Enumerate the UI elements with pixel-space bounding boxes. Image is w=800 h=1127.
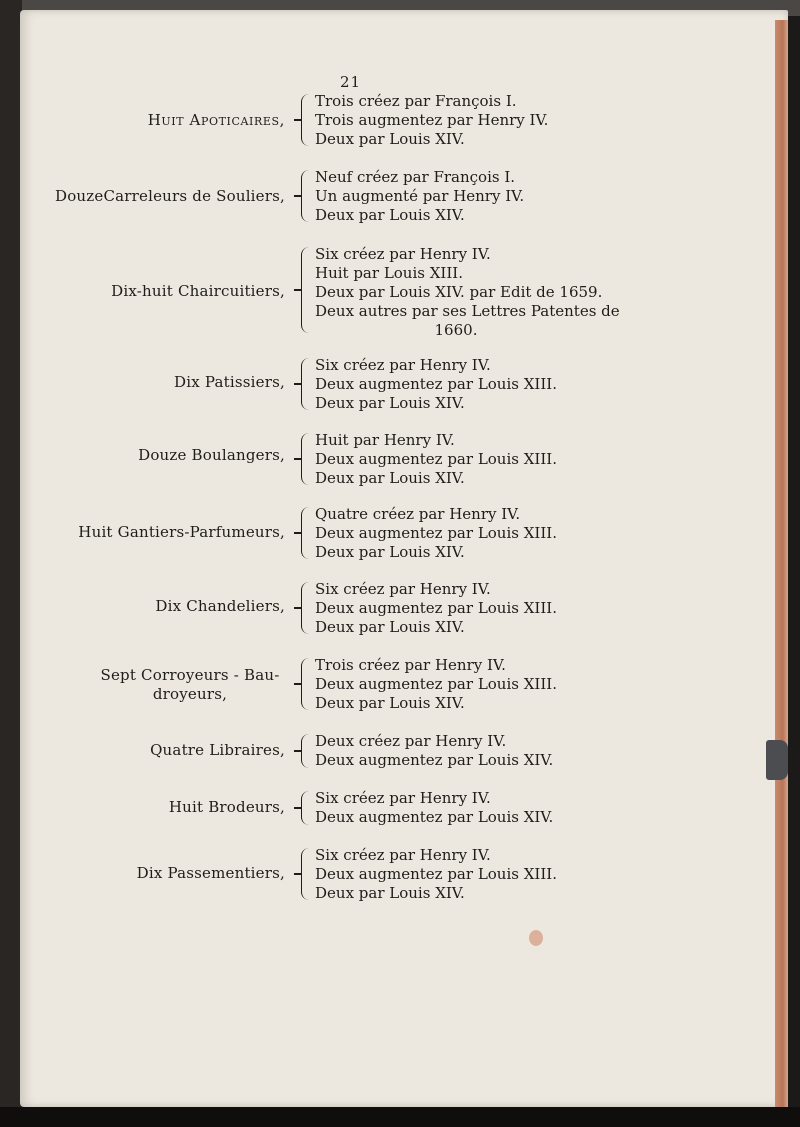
brace	[301, 94, 312, 146]
creation-line: Deux augmentez par Louis XIII.	[315, 865, 557, 883]
brace	[301, 734, 312, 768]
creation-lines	[315, 656, 557, 713]
creation-line: Deux par Louis XIV.	[315, 130, 465, 148]
brace	[301, 658, 312, 710]
creation-line: Huit par Louis XIII.	[315, 264, 463, 282]
creation-lines	[315, 846, 557, 903]
creation-lines	[315, 92, 548, 149]
creation-lines	[315, 732, 553, 770]
brace	[301, 170, 312, 222]
creation-line: Deux par Louis XIV.	[315, 543, 465, 561]
brace	[301, 433, 312, 485]
book-clip	[766, 740, 788, 780]
trade-name: Dix-huit Chaircuitiers,	[111, 282, 285, 300]
trade-name: DouzeCarreleurs de Souliers,	[54, 187, 285, 205]
creation-lines	[315, 431, 557, 488]
creation-line: Six créez par Henry IV.	[315, 580, 491, 598]
creation-line: Trois créez par François I.	[315, 92, 517, 110]
trade-name: Quatre Libraires,	[150, 741, 285, 759]
creation-line: Deux augmentez par Louis XIII.	[315, 375, 557, 393]
page-edge-strip	[775, 20, 788, 1110]
creation-line: Deux augmentez par Louis XIII.	[315, 450, 557, 468]
brace	[301, 358, 312, 410]
creation-lines	[315, 789, 553, 827]
trade-name: Dix Patissiers,	[174, 373, 285, 391]
book-gutter	[0, 0, 22, 1127]
creation-line: Deux par Louis XIV.	[315, 394, 465, 412]
creation-line: Six créez par Henry IV.	[315, 245, 491, 263]
trade-name: Sept Corroyeurs - Bau-droyeurs,	[100, 666, 280, 703]
creation-line: Deux autres par ses Lettres Patentes de	[315, 302, 620, 320]
trade-name: Huit Gantiers-Parfumeurs,	[78, 523, 285, 541]
page-number: 21	[340, 73, 362, 91]
creation-lines	[315, 505, 557, 562]
book-bottom-edge	[0, 1107, 800, 1127]
creation-line: Six créez par Henry IV.	[315, 789, 491, 807]
creation-line: Deux par Louis XIV.	[315, 884, 465, 902]
creation-line: Huit par Henry IV.	[315, 431, 455, 449]
brace	[301, 247, 312, 333]
brace	[301, 848, 312, 900]
creation-line: 1660.	[434, 321, 478, 339]
creation-line: Deux augmentez par Louis XIII.	[315, 599, 557, 617]
paper-stain	[529, 930, 543, 946]
creation-line: Deux par Louis XIV.	[315, 469, 465, 487]
creation-lines	[315, 245, 620, 340]
trade-name: Dix Chandeliers,	[155, 597, 285, 615]
brace	[301, 791, 312, 825]
creation-line: Deux créez par Henry IV.	[315, 732, 507, 750]
creation-line: Un augmenté par Henry IV.	[315, 187, 525, 205]
creation-line: Six créez par Henry IV.	[315, 846, 491, 864]
creation-line: Deux augmentez par Louis XIII.	[315, 675, 557, 693]
creation-line: Deux augmentez par Louis XIII.	[315, 524, 557, 542]
creation-line: Deux augmentez par Louis XIV.	[315, 808, 554, 826]
creation-line: Deux par Louis XIV.	[315, 618, 465, 636]
creation-line: Six créez par Henry IV.	[315, 356, 491, 374]
brace	[301, 507, 312, 559]
creation-lines	[315, 356, 557, 413]
creation-line: Deux par Louis XIV.	[315, 206, 465, 224]
creation-line: Neuf créez par François I.	[315, 168, 516, 186]
creation-line: Deux par Louis XIV.	[315, 694, 465, 712]
trade-name: Huit Apoticaires,	[147, 111, 285, 129]
trade-name: Huit Brodeurs,	[168, 798, 285, 816]
creation-line: Deux par Louis XIV. par Edit de 1659.	[315, 283, 603, 301]
creation-lines	[315, 168, 524, 225]
creation-line: Deux augmentez par Louis XIV.	[315, 751, 554, 769]
creation-lines	[315, 580, 557, 637]
brace	[301, 582, 312, 634]
trade-name: Douze Boulangers,	[138, 446, 285, 464]
creation-line: Quatre créez par Henry IV.	[315, 505, 521, 523]
trade-name: Dix Passementiers,	[136, 864, 285, 882]
creation-line: Trois augmentez par Henry IV.	[315, 111, 549, 129]
creation-line: Trois créez par Henry IV.	[315, 656, 506, 674]
